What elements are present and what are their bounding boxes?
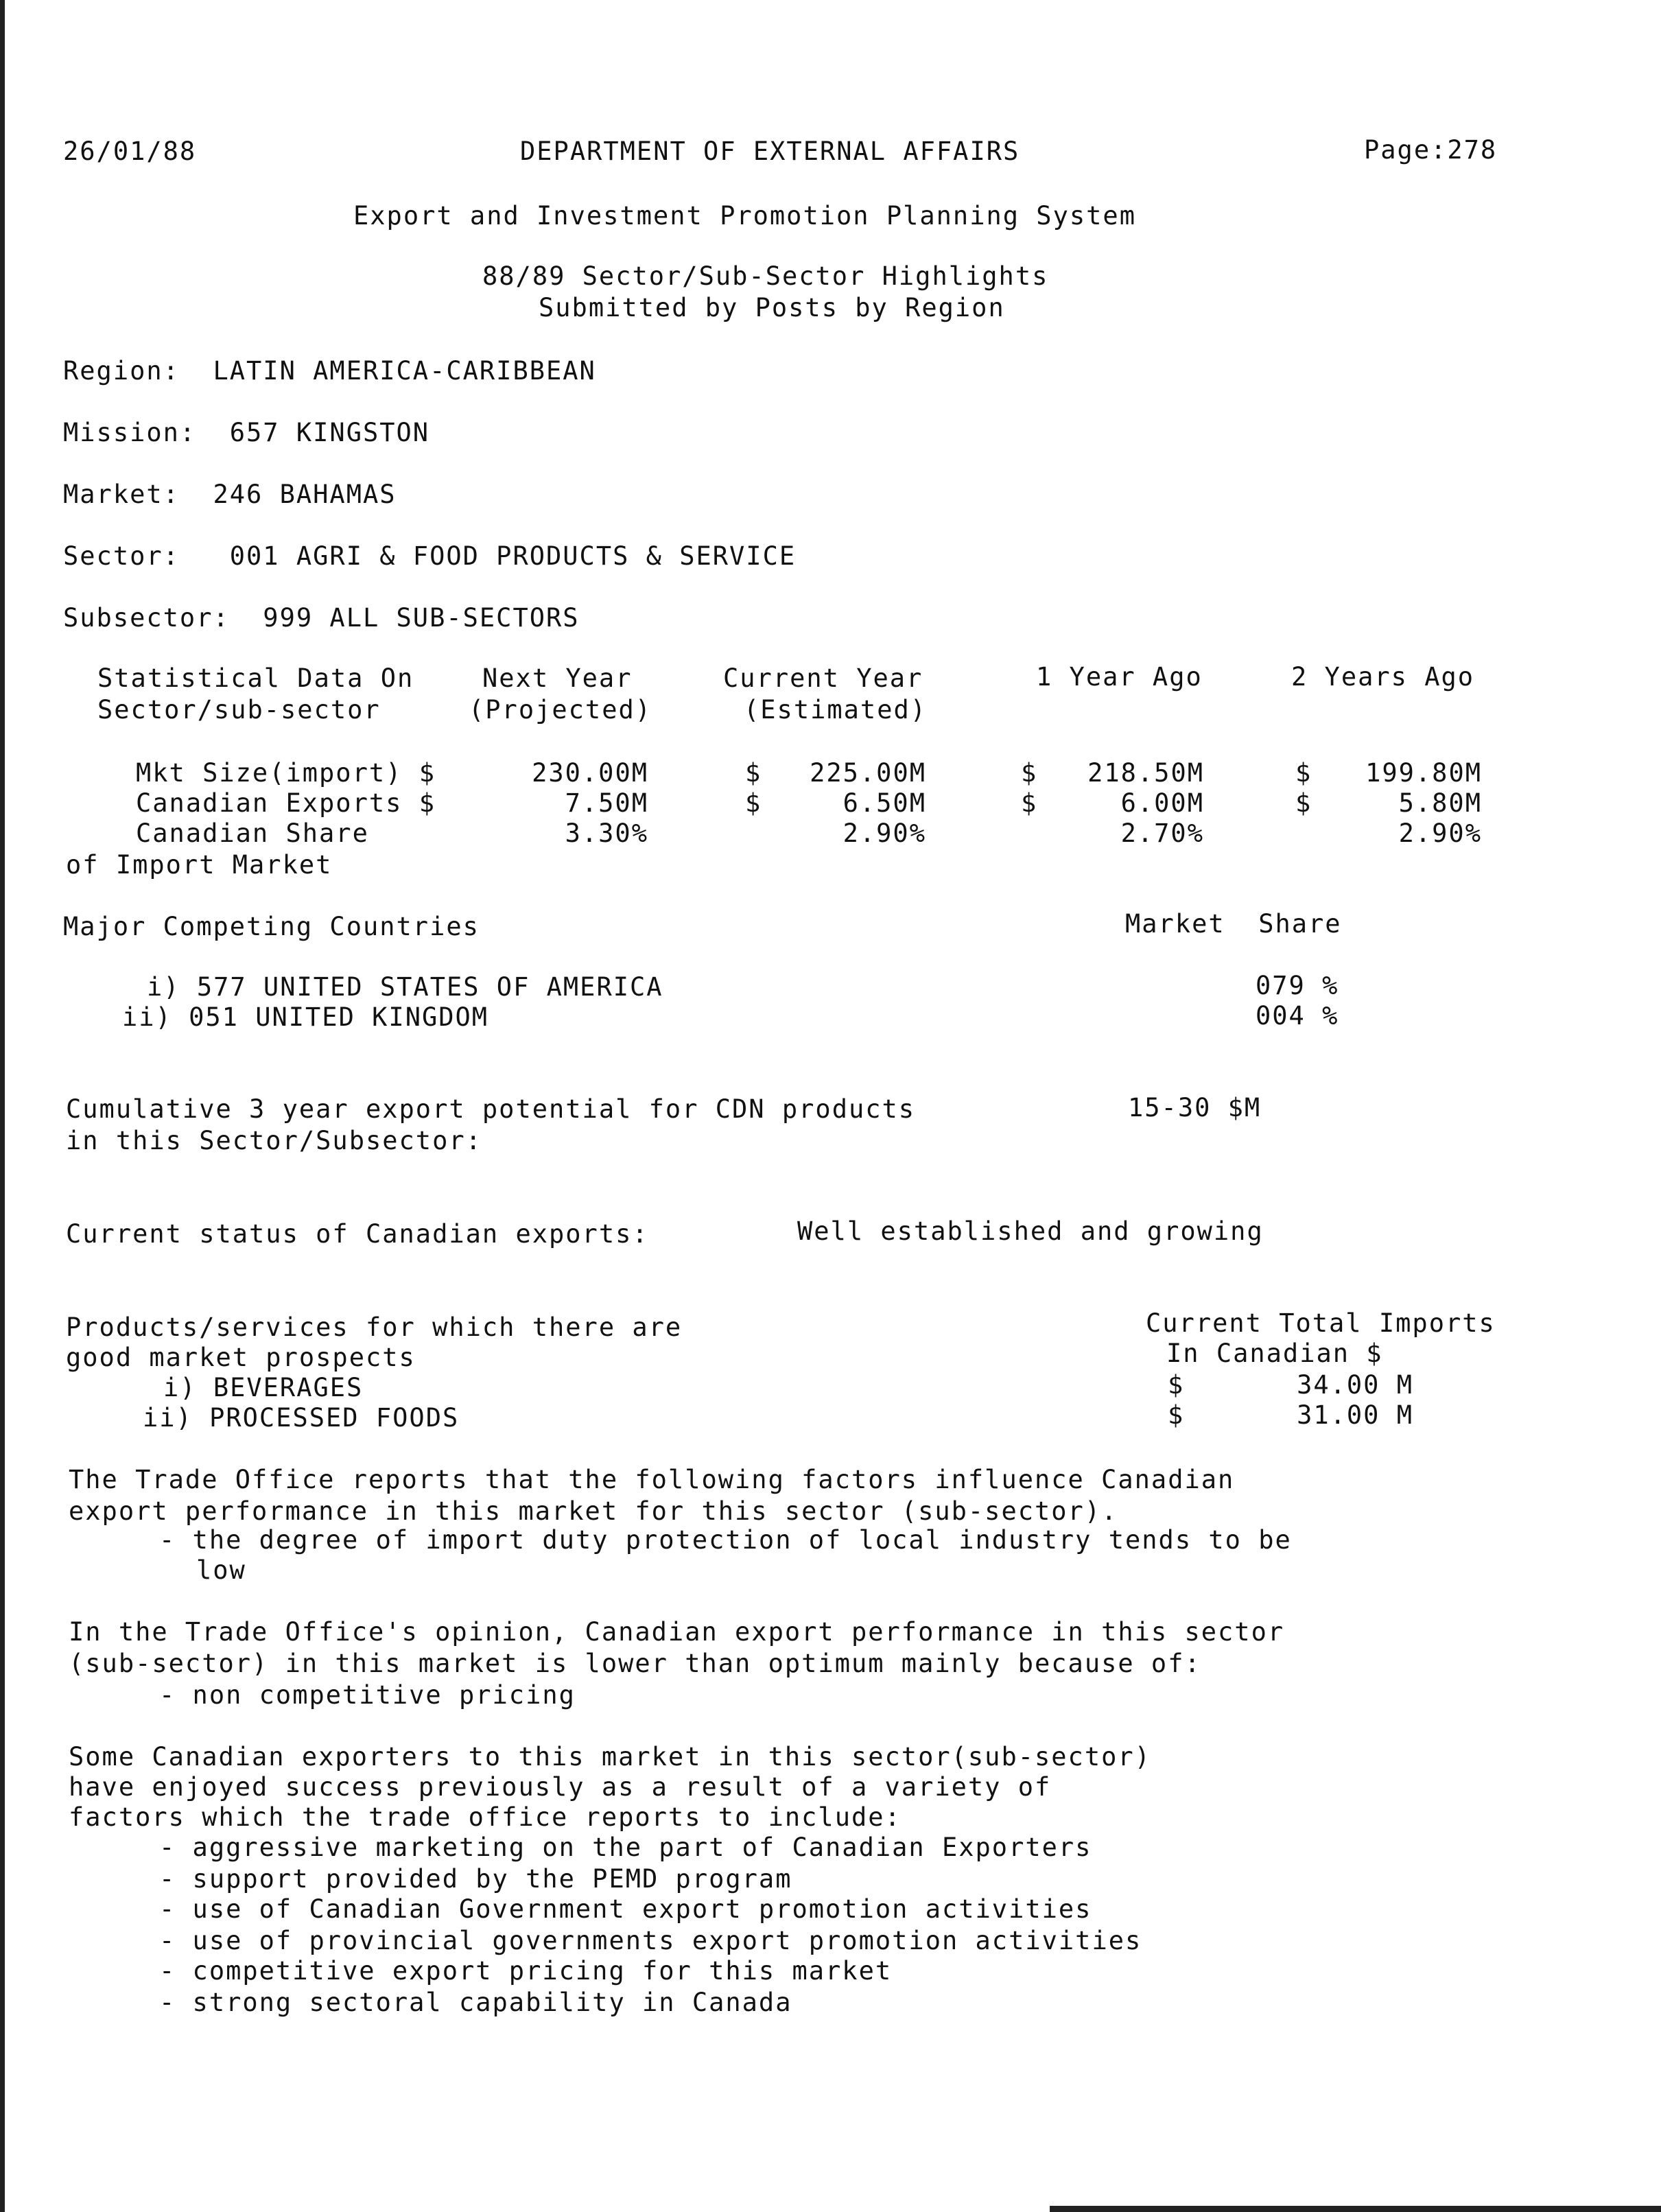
currency-sign: $	[1021, 788, 1038, 818]
potential-value: 15-30 $M	[1128, 1093, 1262, 1122]
next-year-value: 230.00M	[532, 758, 648, 788]
one-year-ago-value: 2.70%	[1120, 819, 1204, 848]
currency-sign: $	[745, 758, 762, 788]
success-bullet: - support provided by the PEMD program	[159, 1864, 792, 1894]
success-bullet: - competitive export pricing for this market	[159, 1956, 893, 1986]
current-year-value: 6.50M	[843, 788, 926, 818]
current-year-value: 225.00M	[810, 758, 926, 788]
row-label: Canadian Share	[136, 819, 369, 848]
one-year-ago-value: 218.50M	[1087, 758, 1204, 788]
col-next-year-sub: (Projected)	[469, 695, 652, 725]
competitor-item: i) 577 UNITED STATES OF AMERICA	[147, 972, 663, 1002]
stats-heading-line1: Statistical Data On	[97, 663, 414, 693]
sector-field: Sector: 001 AGRI & FOOD PRODUCTS & SERVICE	[63, 541, 797, 571]
col-current-year: Current Year	[723, 663, 923, 693]
mission-field: Mission: 657 KINGSTON	[63, 418, 430, 447]
factors-bullet-continuation: low	[196, 1555, 246, 1585]
potential-label-line1: Cumulative 3 year export potential for CDN products	[66, 1094, 916, 1124]
factors-line2: export performance in this market for this sector (sub-sector).	[69, 1496, 1118, 1526]
product-import-value: 34.00 M	[1297, 1370, 1413, 1400]
product-item: ii) PROCESSED FOODS	[143, 1403, 460, 1433]
currency-sign: $	[1168, 1400, 1185, 1430]
report-title: 88/89 Sector/Sub-Sector Highlights	[482, 261, 1049, 291]
product-import-value: 31.00 M	[1297, 1400, 1413, 1430]
products-heading-line2: good market prospects	[66, 1343, 416, 1372]
region-field: Region: LATIN AMERICA-CARIBBEAN	[63, 356, 596, 386]
row-label: Canadian Exports $	[136, 788, 436, 818]
competitor-share: 079 %	[1256, 971, 1339, 1000]
currency-sign: $	[1168, 1370, 1185, 1400]
success-bullet: - use of Canadian Government export promotion activities	[159, 1894, 1092, 1924]
one-year-ago-value: 6.00M	[1120, 788, 1204, 818]
factors-line1: The Trade Office reports that the following factors influence Canadian	[69, 1465, 1235, 1494]
two-years-ago-value: 5.80M	[1398, 788, 1482, 818]
imports-heading-line2: In Canadian $	[1166, 1339, 1383, 1368]
success-line1: Some Canadian exporters to this market in this sector(sub-sector)	[69, 1742, 1151, 1772]
subsector-field: Subsector: 999 ALL SUB-SECTORS	[63, 603, 580, 633]
scan-edge-bottom	[1050, 2206, 1661, 2212]
status-label: Current status of Canadian exports:	[66, 1219, 649, 1249]
success-bullet: - aggressive marketing on the part of Canadian Exporters	[159, 1833, 1092, 1862]
stats-heading-line2: Sector/sub-sector	[97, 695, 381, 725]
success-line3: factors which the trade office reports to include:	[69, 1802, 902, 1832]
currency-sign: $	[745, 788, 762, 818]
row-label-continuation: of Import Market	[66, 850, 333, 880]
report-subtitle: Submitted by Posts by Region	[539, 293, 1005, 322]
competitor-item: ii) 051 UNITED KINGDOM	[122, 1002, 489, 1032]
competitors-heading: Major Competing Countries	[63, 912, 480, 941]
potential-label-line2: in this Sector/Subsector:	[66, 1126, 482, 1155]
report-date: 26/01/88	[63, 137, 197, 166]
currency-sign: $	[1295, 788, 1312, 818]
two-years-ago-value: 199.80M	[1365, 758, 1482, 788]
products-heading-line1: Products/services for which there are	[66, 1313, 683, 1342]
next-year-value: 3.30%	[565, 819, 648, 848]
status-value: Well established and growing	[797, 1216, 1264, 1246]
system-title: Export and Investment Promotion Planning System	[353, 201, 1136, 231]
currency-sign: $	[1295, 758, 1312, 788]
page-number: Page:278	[1364, 135, 1498, 165]
product-item: i) BEVERAGES	[163, 1373, 364, 1402]
opinion-line1: In the Trade Office's opinion, Canadian export performance in this sector	[69, 1617, 1285, 1647]
market-share-heading: Market Share	[1125, 909, 1342, 939]
factors-bullet: - the degree of import duty protection of local industry tends to be	[159, 1525, 1292, 1555]
col-next-year: Next Year	[482, 663, 633, 693]
success-line2: have enjoyed success previously as a result of a variety of	[69, 1772, 1052, 1802]
imports-heading-line1: Current Total Imports	[1146, 1308, 1496, 1338]
department-title: DEPARTMENT OF EXTERNAL AFFAIRS	[520, 137, 1020, 166]
col-one-year-ago: 1 Year Ago	[1036, 662, 1203, 692]
current-year-value: 2.90%	[843, 819, 926, 848]
opinion-bullet: - non competitive pricing	[159, 1680, 576, 1710]
competitor-share: 004 %	[1256, 1001, 1339, 1031]
scan-edge-left	[0, 0, 5, 2212]
success-bullet: - use of provincial governments export promotion activities	[159, 1926, 1142, 1955]
two-years-ago-value: 2.90%	[1398, 819, 1482, 848]
col-two-years-ago: 2 Years Ago	[1291, 662, 1475, 692]
opinion-line2: (sub-sector) in this market is lower than optimum mainly because of:	[69, 1649, 1201, 1678]
market-field: Market: 246 BAHAMAS	[63, 480, 397, 509]
currency-sign: $	[1021, 758, 1038, 788]
next-year-value: 7.50M	[565, 788, 648, 818]
success-bullet: - strong sectoral capability in Canada	[159, 1988, 792, 2017]
col-current-year-sub: (Estimated)	[744, 695, 928, 725]
row-label: Mkt Size(import) $	[136, 758, 436, 788]
